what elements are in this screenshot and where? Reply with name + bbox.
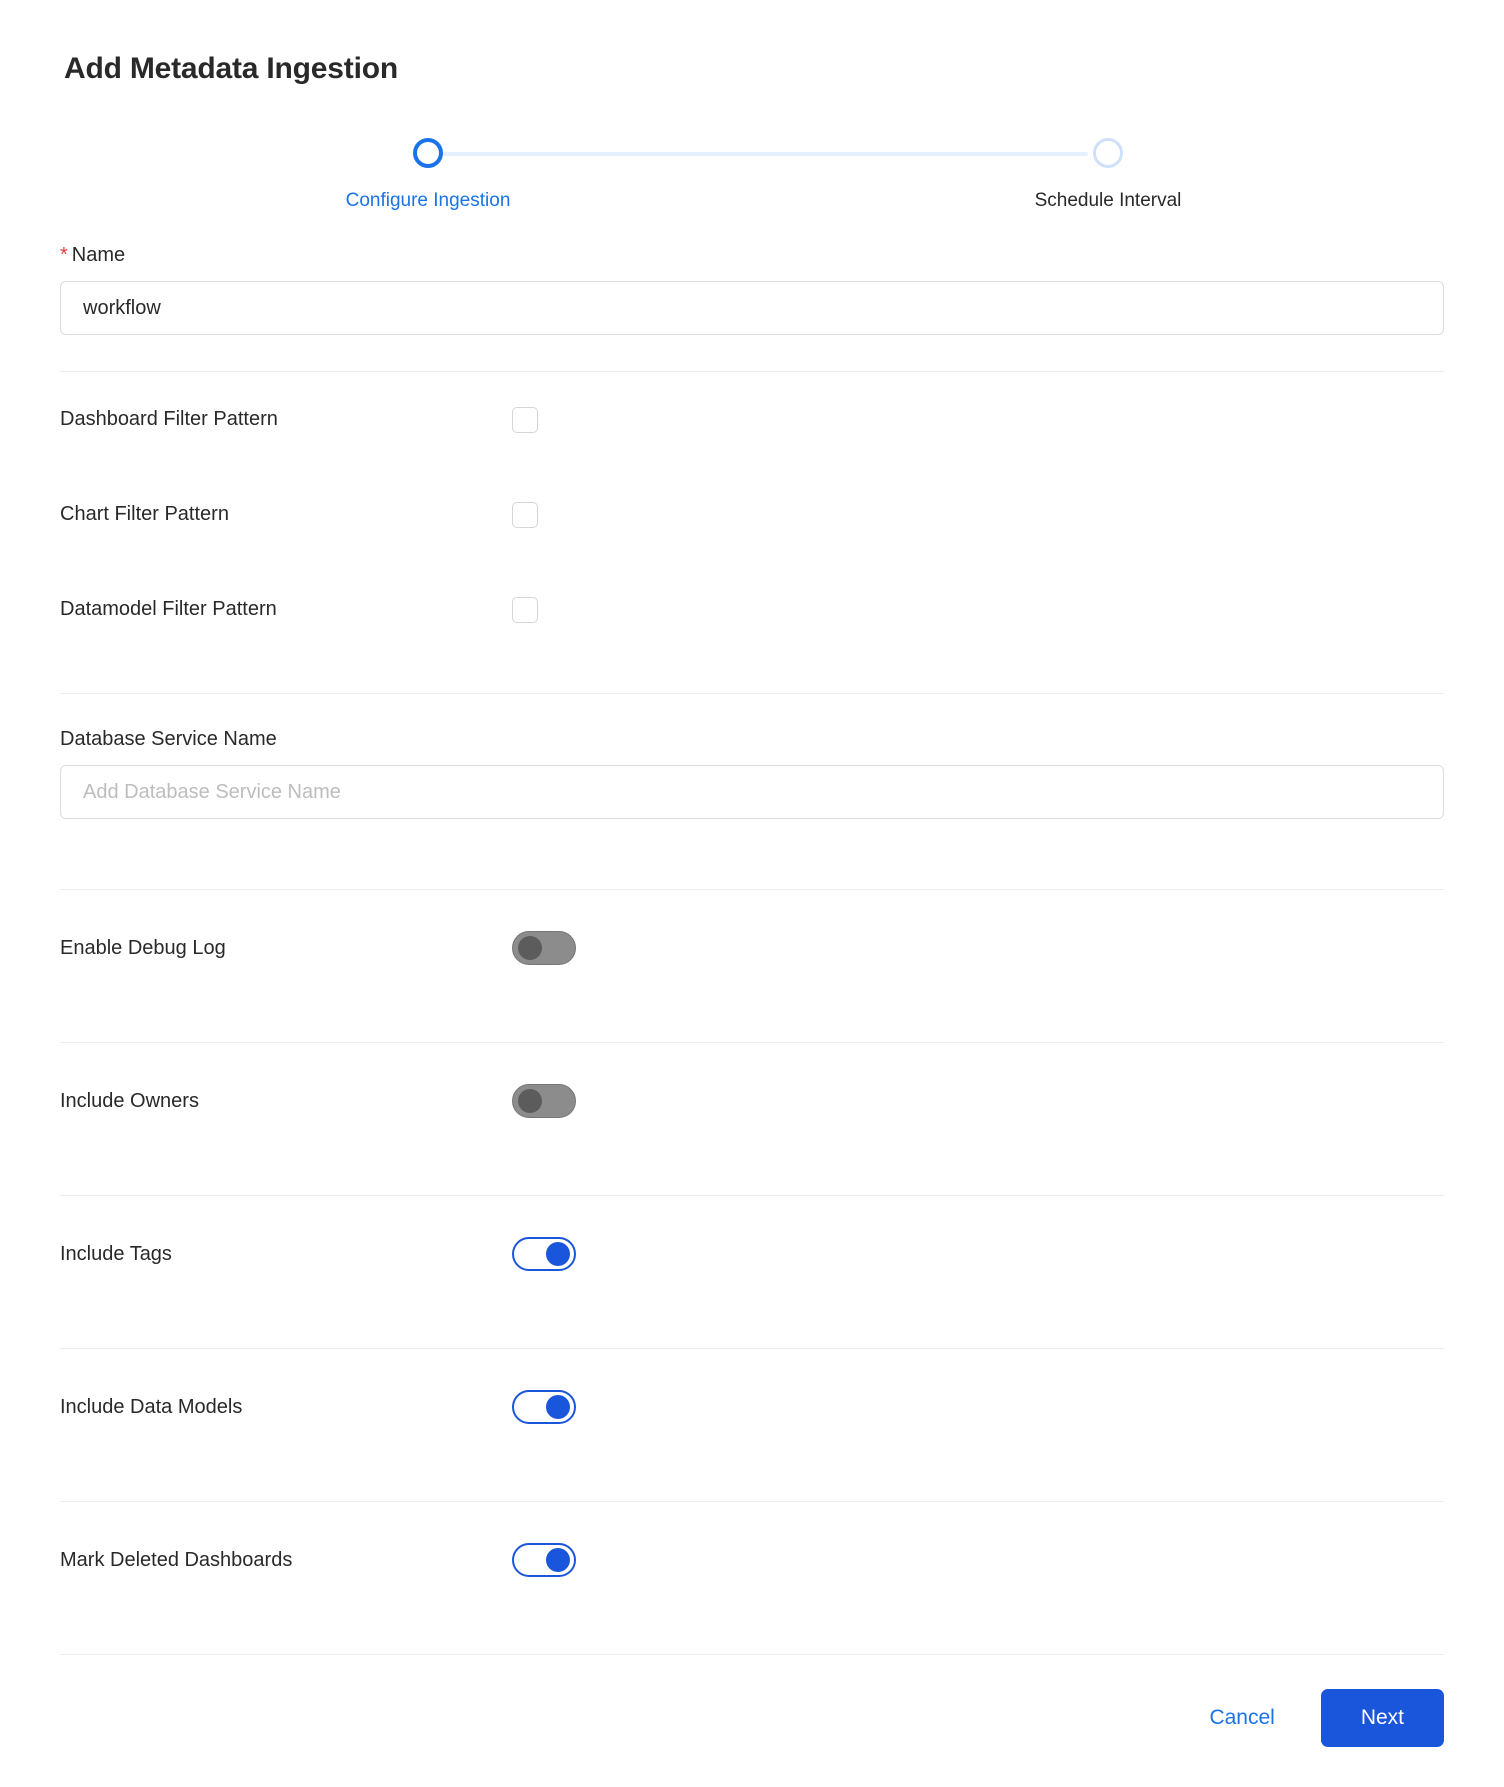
filter-pattern-list (60, 372, 1444, 657)
database-service-name-group (60, 694, 1444, 853)
filter-pattern-row-datamodel (60, 562, 1444, 657)
database-service-name-label: Database Service Name (60, 728, 277, 750)
step-dot-active-icon (413, 138, 443, 168)
stepper-step-schedule-interval[interactable] (968, 130, 1248, 212)
filter-pattern-row-chart (60, 467, 1444, 562)
dashboard-filter-pattern-checkbox[interactable] (512, 407, 538, 433)
toggle-row-include-data-models (60, 1349, 1444, 1465)
include-owners-toggle[interactable] (512, 1084, 576, 1118)
name-label-text: Name (71, 244, 126, 266)
toggle-label: Include Owners (60, 1089, 199, 1112)
filter-pattern-label: Datamodel Filter Pattern (60, 598, 277, 620)
toggle-knob (546, 1548, 570, 1572)
name-field-label (60, 244, 1444, 267)
form-footer (60, 1655, 1444, 1787)
include-tags-toggle[interactable] (512, 1237, 576, 1271)
page-title: Add Metadata Ingestion (64, 52, 398, 85)
toggle-label: Include Data Models (60, 1395, 243, 1418)
step-dot-inactive-icon (1093, 138, 1123, 168)
filter-pattern-row-dashboard (60, 372, 1444, 467)
datamodel-filter-pattern-checkbox[interactable] (512, 597, 538, 623)
database-service-name-input[interactable] (60, 765, 1444, 819)
mark-deleted-dashboards-toggle[interactable] (512, 1543, 576, 1577)
toggle-label: Include Tags (60, 1242, 172, 1265)
chart-filter-pattern-checkbox[interactable] (512, 502, 538, 528)
ingestion-form (60, 244, 1444, 1787)
cancel-button[interactable]: Cancel (1197, 1696, 1286, 1740)
toggle-row-include-tags (60, 1196, 1444, 1312)
enable-debug-log-toggle[interactable] (512, 931, 576, 965)
toggle-row-include-owners (60, 1043, 1444, 1159)
include-data-models-toggle[interactable] (512, 1390, 576, 1424)
filter-pattern-label: Dashboard Filter Pattern (60, 408, 278, 430)
toggle-knob (546, 1242, 570, 1266)
stepper-step-label: Configure Ingestion (345, 190, 511, 211)
toggle-row-mark-deleted-dashboards (60, 1502, 1444, 1618)
name-field-group (60, 244, 1444, 335)
toggle-label: Mark Deleted Dashboards (60, 1548, 293, 1571)
toggle-label: Enable Debug Log (60, 936, 226, 959)
stepper (60, 130, 1444, 222)
toggle-knob (518, 936, 542, 960)
toggle-knob (518, 1089, 542, 1113)
next-button[interactable]: Next (1321, 1689, 1444, 1747)
filter-pattern-label: Chart Filter Pattern (60, 503, 229, 525)
stepper-step-label: Schedule Interval (1034, 190, 1182, 211)
required-asterisk-icon: * (60, 244, 68, 266)
stepper-step-configure-ingestion[interactable] (288, 130, 568, 212)
toggle-knob (546, 1395, 570, 1419)
toggle-row-enable-debug-log (60, 890, 1444, 1006)
name-input[interactable] (60, 281, 1444, 335)
